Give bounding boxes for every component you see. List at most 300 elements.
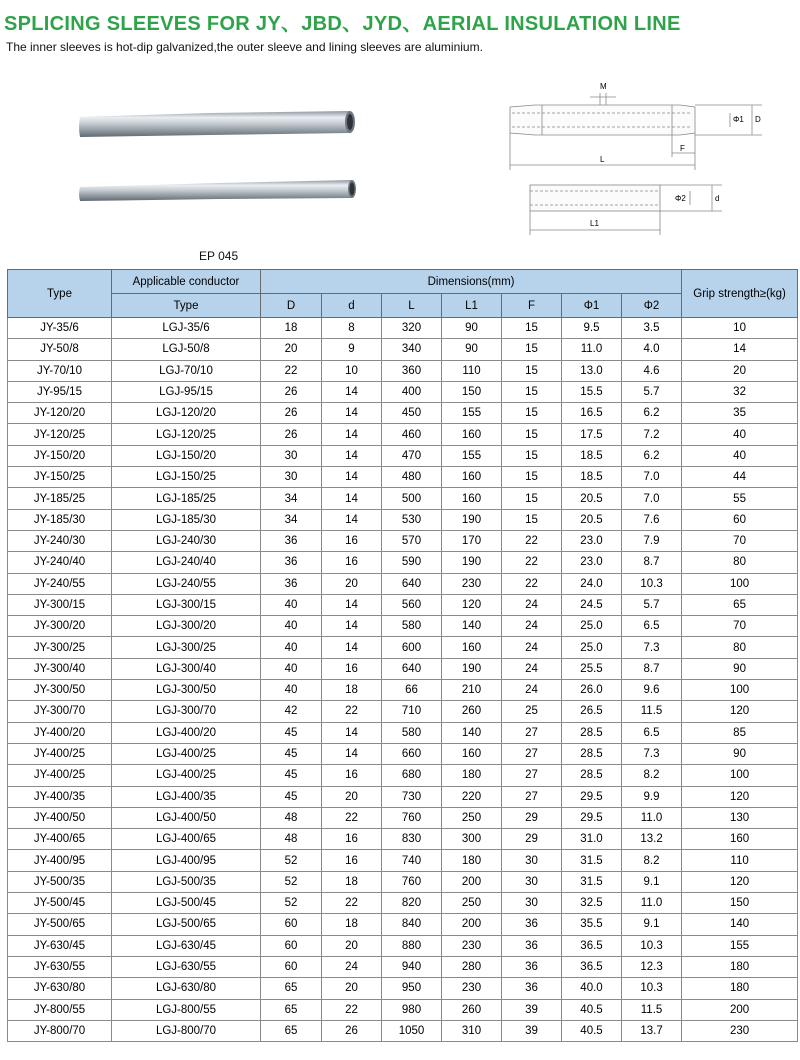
cell-l: 470 [382,445,442,466]
cell-d-outer: 45 [261,743,322,764]
cell-phi2: 3.5 [622,318,682,339]
cell-d-inner: 14 [322,467,382,488]
cell-f: 39 [502,1020,562,1041]
cell-l: 66 [382,680,442,701]
cell-d-outer: 26 [261,403,322,424]
cell-l1: 140 [442,722,502,743]
label-f: F [680,144,685,153]
cell-f: 15 [502,467,562,488]
header-dim-d-outer: D [261,294,322,318]
cell-l: 560 [382,594,442,615]
cell-grip-strength: 70 [682,616,798,637]
cell-grip-strength: 35 [682,403,798,424]
cell-d-outer: 65 [261,999,322,1020]
cell-conductor-type: LGJ-400/95 [112,850,261,871]
cell-l: 320 [382,318,442,339]
cell-phi1: 23.0 [562,530,622,551]
cell-phi1: 24.5 [562,594,622,615]
inner-sleeve-drawing [530,185,722,235]
table-row [8,594,798,615]
header-conductor-type: Type [112,294,261,318]
cell-f: 24 [502,594,562,615]
cell-l: 530 [382,509,442,530]
cell-conductor-type: LGJ-240/40 [112,552,261,573]
label-phi2: Φ2 [675,194,686,203]
label-m: M [600,82,607,91]
cell-type: JY-400/50 [8,807,112,828]
cell-grip-strength: 14 [682,339,798,360]
cell-phi2: 5.7 [622,594,682,615]
cell-d-inner: 16 [322,829,382,850]
cell-l: 460 [382,424,442,445]
cell-conductor-type: LGJ-95/15 [112,381,261,402]
cell-d-inner: 18 [322,871,382,892]
cell-f: 15 [502,381,562,402]
header-grip-strength: Grip strength≥(kg) [682,270,798,318]
cell-f: 24 [502,616,562,637]
cell-type: JY-240/30 [8,530,112,551]
cell-d-inner: 9 [322,339,382,360]
cell-type: JY-500/65 [8,914,112,935]
cell-l1: 300 [442,829,502,850]
cell-phi1: 36.5 [562,935,622,956]
cell-phi2: 13.2 [622,829,682,850]
cell-grip-strength: 120 [682,871,798,892]
table-row [8,381,798,402]
cell-phi2: 4.6 [622,360,682,381]
cell-grip-strength: 40 [682,445,798,466]
cell-d-inner: 10 [322,360,382,381]
cell-l1: 280 [442,956,502,977]
cell-grip-strength: 70 [682,530,798,551]
table-row [8,722,798,743]
cell-l: 500 [382,488,442,509]
cell-phi2: 9.9 [622,786,682,807]
cell-phi2: 8.2 [622,850,682,871]
table-row [8,530,798,551]
cell-grip-strength: 110 [682,850,798,871]
cell-l: 400 [382,381,442,402]
cell-d-outer: 48 [261,807,322,828]
table-row [8,616,798,637]
cell-phi1: 20.5 [562,509,622,530]
cell-l: 570 [382,530,442,551]
table-row [8,467,798,488]
cell-type: JY-35/6 [8,318,112,339]
cell-l1: 230 [442,978,502,999]
cell-l1: 200 [442,871,502,892]
cell-l1: 190 [442,658,502,679]
cell-type: JY-185/25 [8,488,112,509]
cell-conductor-type: LGJ-300/50 [112,680,261,701]
cell-d-inner: 14 [322,403,382,424]
cell-type: JY-300/50 [8,680,112,701]
cell-type: JY-500/35 [8,871,112,892]
cell-l: 760 [382,871,442,892]
cell-conductor-type: LGJ-70/10 [112,360,261,381]
cell-f: 29 [502,807,562,828]
table-row [8,956,798,977]
cell-l1: 140 [442,616,502,637]
cell-type: JY-300/15 [8,594,112,615]
table-row [8,445,798,466]
cell-phi1: 26.5 [562,701,622,722]
cell-phi2: 10.3 [622,935,682,956]
cell-f: 36 [502,935,562,956]
cell-l: 940 [382,956,442,977]
cell-phi1: 11.0 [562,339,622,360]
cell-conductor-type: LGJ-120/20 [112,403,261,424]
cell-phi1: 18.5 [562,467,622,488]
cell-phi1: 23.0 [562,552,622,573]
cell-phi1: 40.0 [562,978,622,999]
cell-grip-strength: 160 [682,829,798,850]
cell-phi1: 31.5 [562,871,622,892]
cell-grip-strength: 20 [682,360,798,381]
cell-d-inner: 14 [322,743,382,764]
cell-phi2: 7.3 [622,637,682,658]
product-code: EP 045 [199,249,239,263]
header-dim-phi2: Φ2 [622,294,682,318]
cell-f: 30 [502,871,562,892]
table-row [8,743,798,764]
cell-phi1: 18.5 [562,445,622,466]
cell-grip-strength: 230 [682,1020,798,1041]
cell-l1: 160 [442,743,502,764]
cell-l1: 210 [442,680,502,701]
cell-grip-strength: 180 [682,956,798,977]
cell-d-outer: 26 [261,381,322,402]
cell-l1: 150 [442,381,502,402]
cell-type: JY-400/25 [8,743,112,764]
cell-f: 15 [502,318,562,339]
cell-type: JY-240/40 [8,552,112,573]
label-d-outer: D [755,115,761,124]
table-row [8,360,798,381]
cell-d-inner: 14 [322,637,382,658]
cell-type: JY-70/10 [8,360,112,381]
cell-d-inner: 24 [322,956,382,977]
cell-f: 15 [502,488,562,509]
cell-l: 450 [382,403,442,424]
cell-d-inner: 16 [322,658,382,679]
cell-l1: 110 [442,360,502,381]
cell-type: JY-300/20 [8,616,112,637]
cell-f: 22 [502,552,562,573]
cell-l1: 190 [442,509,502,530]
table-row [8,786,798,807]
cell-d-inner: 22 [322,893,382,914]
cell-f: 22 [502,530,562,551]
cell-d-inner: 26 [322,1020,382,1041]
cell-l1: 160 [442,424,502,445]
label-l: L [600,155,605,164]
cell-f: 15 [502,509,562,530]
table-row [8,893,798,914]
cell-grip-strength: 40 [682,424,798,445]
cell-type: JY-500/45 [8,893,112,914]
dimension-drawing [490,75,790,245]
cell-phi2: 7.0 [622,467,682,488]
cell-d-inner: 14 [322,488,382,509]
cell-l: 710 [382,701,442,722]
cell-d-outer: 30 [261,445,322,466]
cell-l: 580 [382,722,442,743]
cell-type: JY-630/45 [8,935,112,956]
cell-conductor-type: LGJ-500/45 [112,893,261,914]
cell-phi2: 5.7 [622,381,682,402]
cell-phi1: 26.0 [562,680,622,701]
cell-type: JY-400/95 [8,850,112,871]
cell-l1: 180 [442,850,502,871]
cell-type: JY-400/65 [8,829,112,850]
cell-f: 24 [502,637,562,658]
cell-d-outer: 40 [261,637,322,658]
cell-type: JY-185/30 [8,509,112,530]
cell-l: 580 [382,616,442,637]
cell-type: JY-95/15 [8,381,112,402]
cell-d-outer: 52 [261,850,322,871]
cell-l: 980 [382,999,442,1020]
cell-d-inner: 16 [322,850,382,871]
cell-conductor-type: LGJ-185/30 [112,509,261,530]
cell-phi1: 35.5 [562,914,622,935]
lower-sleeve [79,180,356,201]
cell-f: 15 [502,360,562,381]
cell-l: 830 [382,829,442,850]
cell-grip-strength: 65 [682,594,798,615]
cell-d-inner: 18 [322,914,382,935]
cell-d-outer: 34 [261,509,322,530]
table-row [8,403,798,424]
cell-l1: 250 [442,807,502,828]
cell-phi2: 7.3 [622,743,682,764]
cell-type: JY-400/25 [8,765,112,786]
spec-table-body [8,318,798,1042]
header-type: Type [8,270,112,318]
cell-grip-strength: 155 [682,935,798,956]
table-row [8,871,798,892]
cell-grip-strength: 130 [682,807,798,828]
cell-conductor-type: LGJ-400/25 [112,765,261,786]
cell-grip-strength: 90 [682,658,798,679]
cell-phi2: 9.1 [622,871,682,892]
cell-l: 640 [382,658,442,679]
cell-d-inner: 20 [322,786,382,807]
cell-conductor-type: LGJ-150/25 [112,467,261,488]
cell-phi2: 7.0 [622,488,682,509]
cell-type: JY-400/35 [8,786,112,807]
cell-phi1: 15.5 [562,381,622,402]
cell-phi1: 13.0 [562,360,622,381]
header-dim-l1: L1 [442,294,502,318]
cell-d-inner: 18 [322,680,382,701]
cell-d-outer: 34 [261,488,322,509]
cell-l1: 155 [442,403,502,424]
outer-sleeve-drawing [510,93,762,170]
cell-l1: 155 [442,445,502,466]
header-dimensions: Dimensions(mm) [261,270,682,294]
page-subtitle: The inner sleeves is hot-dip galvanized,the outer sleeve and lining sleeves are aluminium. [6,40,483,54]
table-row [8,552,798,573]
cell-d-outer: 18 [261,318,322,339]
cell-grip-strength: 10 [682,318,798,339]
cell-conductor-type: LGJ-500/65 [112,914,261,935]
label-d-inner: d [715,194,720,203]
cell-f: 15 [502,445,562,466]
cell-grip-strength: 150 [682,893,798,914]
header-applicable-conductor: Applicable conductor [112,270,261,294]
cell-grip-strength: 80 [682,552,798,573]
cell-f: 36 [502,978,562,999]
table-row [8,999,798,1020]
cell-conductor-type: LGJ-300/15 [112,594,261,615]
cell-phi2: 9.6 [622,680,682,701]
cell-phi1: 31.0 [562,829,622,850]
cell-conductor-type: LGJ-300/20 [112,616,261,637]
cell-l1: 310 [442,1020,502,1041]
cell-l1: 230 [442,935,502,956]
cell-conductor-type: LGJ-150/20 [112,445,261,466]
table-row [8,829,798,850]
cell-grip-strength: 200 [682,999,798,1020]
header-dim-l: L [382,294,442,318]
cell-d-inner: 8 [322,318,382,339]
cell-phi1: 25.5 [562,658,622,679]
cell-conductor-type: LGJ-50/8 [112,339,261,360]
cell-d-inner: 14 [322,424,382,445]
cell-d-inner: 20 [322,573,382,594]
label-phi1: Φ1 [733,115,744,124]
cell-phi2: 10.3 [622,978,682,999]
cell-phi2: 11.0 [622,807,682,828]
cell-grip-strength: 55 [682,488,798,509]
cell-d-outer: 36 [261,552,322,573]
cell-l: 730 [382,786,442,807]
cell-phi1: 16.5 [562,403,622,424]
cell-l1: 260 [442,999,502,1020]
cell-phi1: 29.5 [562,786,622,807]
cell-l: 950 [382,978,442,999]
cell-conductor-type: LGJ-630/45 [112,935,261,956]
cell-phi2: 6.5 [622,616,682,637]
cell-d-outer: 60 [261,914,322,935]
table-row [8,978,798,999]
cell-d-outer: 52 [261,893,322,914]
cell-type: JY-300/70 [8,701,112,722]
cell-phi2: 8.7 [622,658,682,679]
cell-phi2: 8.2 [622,765,682,786]
cell-phi2: 6.2 [622,403,682,424]
cell-l: 660 [382,743,442,764]
cell-d-outer: 20 [261,339,322,360]
cell-type: JY-150/20 [8,445,112,466]
cell-phi1: 40.5 [562,1020,622,1041]
cell-f: 27 [502,722,562,743]
cell-f: 15 [502,403,562,424]
page-title: SPLICING SLEEVES FOR JY、JBD、JYD、AERIAL INSULATION LINE [4,13,681,35]
cell-d-outer: 45 [261,786,322,807]
cell-phi1: 25.0 [562,616,622,637]
cell-l1: 230 [442,573,502,594]
upper-sleeve [79,111,355,137]
cell-l1: 260 [442,701,502,722]
cell-l: 1050 [382,1020,442,1041]
cell-phi1: 28.5 [562,765,622,786]
cell-phi1: 24.0 [562,573,622,594]
cell-phi2: 10.3 [622,573,682,594]
sleeves-photo [70,95,370,225]
cell-conductor-type: LGJ-400/20 [112,722,261,743]
cell-d-inner: 20 [322,978,382,999]
cell-d-outer: 52 [261,871,322,892]
cell-grip-strength: 120 [682,701,798,722]
table-row [8,637,798,658]
cell-l: 680 [382,765,442,786]
spec-table [7,269,798,1042]
cell-l1: 190 [442,552,502,573]
cell-grip-strength: 60 [682,509,798,530]
cell-grip-strength: 90 [682,743,798,764]
cell-f: 39 [502,999,562,1020]
cell-l1: 160 [442,637,502,658]
cell-d-outer: 42 [261,701,322,722]
cell-l: 740 [382,850,442,871]
cell-f: 15 [502,424,562,445]
table-row [8,573,798,594]
cell-grip-strength: 120 [682,786,798,807]
cell-l: 600 [382,637,442,658]
cell-grip-strength: 85 [682,722,798,743]
cell-d-outer: 40 [261,680,322,701]
cell-d-outer: 30 [261,467,322,488]
cell-type: JY-800/70 [8,1020,112,1041]
cell-l: 360 [382,360,442,381]
cell-d-inner: 14 [322,722,382,743]
cell-phi2: 7.9 [622,530,682,551]
cell-l1: 90 [442,318,502,339]
cell-f: 29 [502,829,562,850]
cell-type: JY-400/20 [8,722,112,743]
cell-type: JY-800/55 [8,999,112,1020]
cell-type: JY-630/80 [8,978,112,999]
cell-grip-strength: 80 [682,637,798,658]
cell-conductor-type: LGJ-400/35 [112,786,261,807]
table-row [8,488,798,509]
header-dim-f: F [502,294,562,318]
cell-l1: 200 [442,914,502,935]
cell-type: JY-240/55 [8,573,112,594]
table-row [8,318,798,339]
cell-l1: 160 [442,467,502,488]
header-dim-phi1: Φ1 [562,294,622,318]
cell-f: 27 [502,765,562,786]
cell-grip-strength: 44 [682,467,798,488]
cell-d-outer: 40 [261,594,322,615]
cell-d-outer: 40 [261,616,322,637]
cell-d-outer: 48 [261,829,322,850]
cell-phi1: 17.5 [562,424,622,445]
cell-conductor-type: LGJ-185/25 [112,488,261,509]
cell-f: 36 [502,914,562,935]
cell-type: JY-120/25 [8,424,112,445]
cell-conductor-type: LGJ-300/25 [112,637,261,658]
cell-phi2: 4.0 [622,339,682,360]
table-row [8,658,798,679]
cell-phi1: 25.0 [562,637,622,658]
cell-d-inner: 14 [322,381,382,402]
cell-phi1: 28.5 [562,722,622,743]
